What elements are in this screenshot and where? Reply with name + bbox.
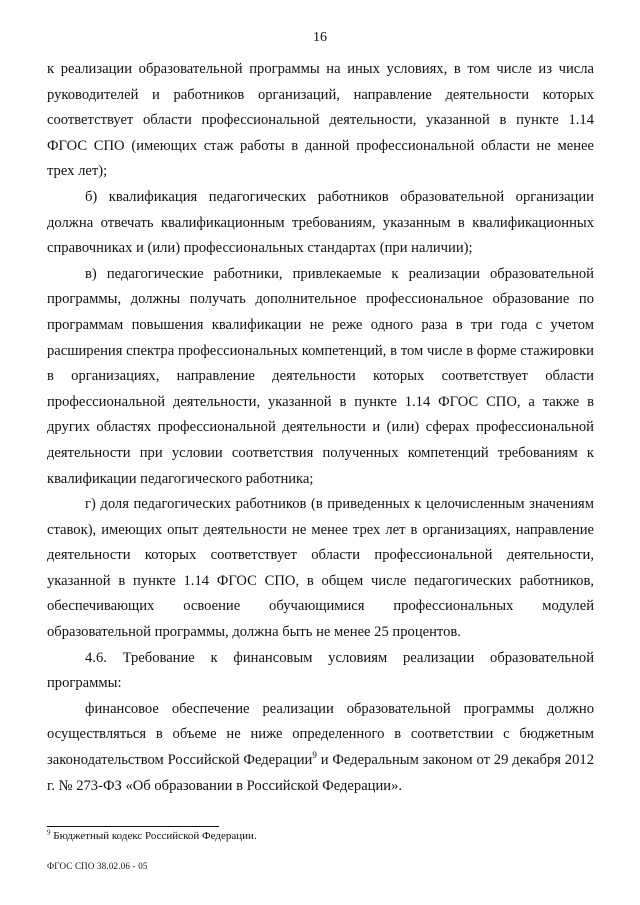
- paragraph-item-g: г) доля педагогических работников (в приведенных к целочисленным значениям ставок), имеющих опыт деятельности не менее трех лет в организациях, направление деятельности которых соответствует области профессиональной деятельности, указанной в пункте 1.14 ФГОС СПО, в общем числе педагогических работников, обеспечивающих освоение обучающимися профессиональных модулей образовательной программы, должна быть не менее 25 процентов.: [47, 496, 594, 641]
- paragraph-item-v: в) педагогические работники, привлекаемые к реализации образовательной программы, должны получать дополнительное профессиональное образование по программам повышения квалификации не реже одного раза в три года с учетом расширения спектра профессиональных компетенций, в том числе в форме стажировки в организациях, направление деятельности которых соответствует области профессиональной деятельности, указанной в пункте 1.14 ФГОС СПО, а также в других областях профессиональной деятельности и (или) сферах профессиональной деятельности при условии соответствия полученных компетенций требованиям к квалификации педагогического работника;: [47, 265, 594, 487]
- footnote-reference: 9: [312, 750, 317, 761]
- document-code: ФГОС СПО 38.02.06 - 05: [47, 861, 148, 871]
- paragraph-item-b: б) квалификация педагогических работников образовательной организации должна отвечать квалификационным требованиям, указанным в квалификационных справочниках и (или) профессиональных стандартах (при наличии);: [47, 188, 594, 257]
- paragraph-financial-text-start: финансовое обеспечение реализации образовательной программы должно осуществляться в объеме не ниже определенного в соответствии с бюджетным законодательством Российской Федерации: [47, 700, 594, 769]
- page-number: 16: [313, 30, 327, 45]
- footnote-mark: 9: [47, 828, 51, 837]
- footnote-separator: [47, 826, 219, 827]
- footnote: [47, 829, 594, 843]
- paragraph-financial: [47, 697, 594, 799]
- paragraph-financial-text-end: и Федеральным законом от 29 декабря 2012 г. № 273-ФЗ «Об образовании в Российской Федерации».: [47, 752, 594, 794]
- section-heading-4-6: 4.6. Требование к финансовым условиям реализации образовательной программы:: [47, 649, 594, 692]
- main-text: [47, 57, 594, 799]
- paragraph-continuation: к реализации образовательной программы на иных условиях, в том числе из числа руководителей и работников организаций, направление деятельности которых соответствует области профессиональной деятельности, указанной в пункте 1.14 ФГОС СПО (имеющих стаж работы в данной профессиональной области не менее трех лет);: [47, 61, 594, 180]
- footnote-text: Бюджетный кодекс Российской Федерации.: [50, 830, 257, 842]
